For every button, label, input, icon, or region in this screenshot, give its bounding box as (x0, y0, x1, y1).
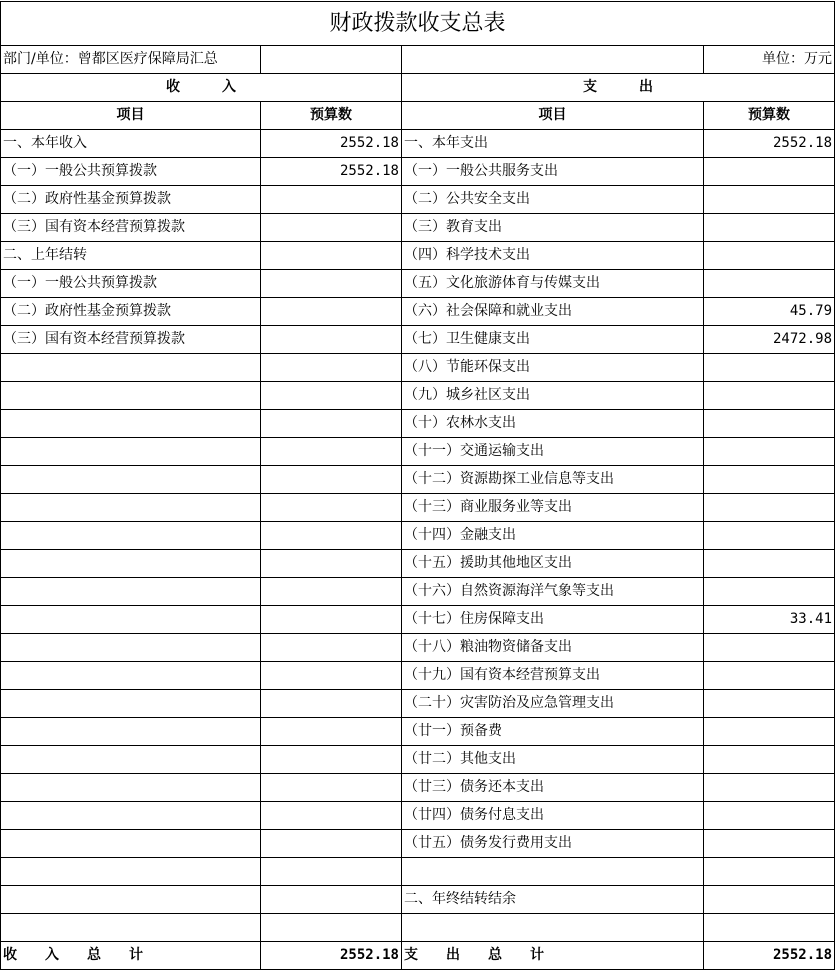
income-value-cell (261, 746, 402, 774)
expense-value-cell (704, 438, 835, 466)
table-row (1, 718, 835, 746)
expense-value-cell (704, 690, 835, 718)
income-value-cell (261, 298, 402, 326)
expense-item-cell: （廿一）预备费 (402, 718, 704, 746)
income-value-cell (261, 410, 402, 438)
expense-item-cell: （十二）资源勘探工业信息等支出 (402, 466, 704, 494)
expense-item-cell: （廿三）债务还本支出 (402, 774, 704, 802)
income-item-cell (1, 746, 261, 774)
expense-value-cell (704, 242, 835, 270)
table-row (1, 578, 835, 606)
income-item-cell: （二）政府性基金预算拨款 (1, 298, 261, 326)
expense-item-cell: （廿四）债务付息支出 (402, 802, 704, 830)
table-row (1, 550, 835, 578)
expense-item-cell: （十七）住房保障支出 (402, 606, 704, 634)
table-row (1, 186, 835, 214)
expense-value-cell (704, 494, 835, 522)
table-row (1, 746, 835, 774)
income-value-cell (261, 886, 402, 914)
meta-empty-cell (402, 46, 704, 74)
income-item-cell: 二、上年结转 (1, 242, 261, 270)
department-label: 部门/单位：曾都区医疗保障局汇总 (1, 46, 261, 74)
income-value-cell (261, 270, 402, 298)
expense-item-cell: （八）节能环保支出 (402, 354, 704, 382)
income-item-cell: （一）一般公共预算拨款 (1, 158, 261, 186)
expense-item-cell: （十四）金融支出 (402, 522, 704, 550)
expense-item-cell: （十三）商业服务业等支出 (402, 494, 704, 522)
table-row (1, 438, 835, 466)
income-item-cell (1, 690, 261, 718)
income-value-cell (261, 830, 402, 858)
income-value-cell: 2552.18 (261, 130, 402, 158)
expense-item-cell: 一、本年支出 (402, 130, 704, 158)
income-value-cell (261, 662, 402, 690)
table-row (1, 158, 835, 186)
income-item-cell (1, 578, 261, 606)
expense-value-cell (704, 830, 835, 858)
column-header-row (1, 102, 835, 130)
income-value-cell (261, 606, 402, 634)
income-item-cell (1, 550, 261, 578)
table-row (1, 326, 835, 354)
income-item-header: 项目 (1, 102, 261, 130)
expense-item-cell: （廿二）其他支出 (402, 746, 704, 774)
unit-label: 单位：万元 (704, 46, 835, 74)
expense-value-cell (704, 382, 835, 410)
income-value-cell (261, 578, 402, 606)
income-value-cell (261, 718, 402, 746)
expense-item-cell: （四）科学技术支出 (402, 242, 704, 270)
income-item-cell (1, 662, 261, 690)
income-item-cell (1, 914, 261, 942)
expense-value-cell (704, 718, 835, 746)
income-header: 收 入 (1, 74, 402, 102)
income-total-label: 收 入 总 计 (1, 942, 261, 970)
income-item-cell (1, 606, 261, 634)
budget-table (0, 1, 835, 970)
expense-value-cell (704, 914, 835, 942)
income-item-cell (1, 886, 261, 914)
income-item-cell (1, 438, 261, 466)
expense-item-cell (402, 914, 704, 942)
table-row (1, 914, 835, 942)
expense-item-cell: （二）公共安全支出 (402, 186, 704, 214)
table-row (1, 522, 835, 550)
table-row (1, 354, 835, 382)
expense-value-cell (704, 550, 835, 578)
expense-header: 支 出 (402, 74, 835, 102)
income-item-cell (1, 494, 261, 522)
expense-total-value: 2552.18 (704, 942, 835, 970)
income-value-cell (261, 914, 402, 942)
income-item-cell (1, 718, 261, 746)
income-value-cell (261, 438, 402, 466)
table-row (1, 382, 835, 410)
expense-item-cell (402, 858, 704, 886)
income-item-cell (1, 802, 261, 830)
expense-item-cell: （六）社会保障和就业支出 (402, 298, 704, 326)
expense-item-cell: （九）城乡社区支出 (402, 382, 704, 410)
expense-value-cell (704, 802, 835, 830)
expense-value-cell (704, 578, 835, 606)
table-row (1, 130, 835, 158)
income-value-cell (261, 634, 402, 662)
expense-item-cell: （十八）粮油物资储备支出 (402, 634, 704, 662)
expense-budget-header: 预算数 (704, 102, 835, 130)
table-row (1, 774, 835, 802)
expense-value-cell (704, 746, 835, 774)
expense-item-cell: （十五）援助其他地区支出 (402, 550, 704, 578)
expense-value-cell (704, 522, 835, 550)
expense-value-cell (704, 774, 835, 802)
income-value-cell (261, 550, 402, 578)
expense-item-cell: （十）农林水支出 (402, 410, 704, 438)
income-value-cell (261, 522, 402, 550)
table-row (1, 802, 835, 830)
expense-value-cell (704, 186, 835, 214)
income-total-value: 2552.18 (261, 942, 402, 970)
income-item-cell (1, 858, 261, 886)
expense-item-cell: （三）教育支出 (402, 214, 704, 242)
income-item-cell (1, 522, 261, 550)
table-row (1, 242, 835, 270)
title-row (1, 2, 835, 46)
table-row (1, 858, 835, 886)
expense-item-cell: （十一）交通运输支出 (402, 438, 704, 466)
expense-item-cell: （十六）自然资源海洋气象等支出 (402, 578, 704, 606)
income-item-cell: 一、本年收入 (1, 130, 261, 158)
income-value-cell (261, 382, 402, 410)
table-row (1, 606, 835, 634)
income-item-cell (1, 466, 261, 494)
table-row (1, 494, 835, 522)
table-row (1, 886, 835, 914)
income-budget-header: 预算数 (261, 102, 402, 130)
expense-item-cell: （廿五）债务发行费用支出 (402, 830, 704, 858)
expense-value-cell (704, 466, 835, 494)
income-item-cell (1, 382, 261, 410)
page-title: 财政拨款收支总表 (1, 2, 835, 46)
expense-item-cell: 二、年终结转结余 (402, 886, 704, 914)
income-item-cell: （三）国有资本经营预算拨款 (1, 214, 261, 242)
table-row (1, 662, 835, 690)
income-value-cell: 2552.18 (261, 158, 402, 186)
income-item-cell: （三）国有资本经营预算拨款 (1, 326, 261, 354)
income-item-cell (1, 354, 261, 382)
expense-item-cell: （十九）国有资本经营预算支出 (402, 662, 704, 690)
expense-value-cell: 33.41 (704, 606, 835, 634)
meta-row (1, 46, 835, 74)
expense-item-cell: （二十）灾害防治及应急管理支出 (402, 690, 704, 718)
meta-empty-cell (261, 46, 402, 74)
income-item-cell: （二）政府性基金预算拨款 (1, 186, 261, 214)
expense-value-cell (704, 858, 835, 886)
section-header-row (1, 74, 835, 102)
income-item-cell: （一）一般公共预算拨款 (1, 270, 261, 298)
expense-value-cell (704, 410, 835, 438)
expense-value-cell (704, 270, 835, 298)
expense-value-cell: 2472.98 (704, 326, 835, 354)
income-value-cell (261, 494, 402, 522)
income-item-cell (1, 634, 261, 662)
income-value-cell (261, 802, 402, 830)
expense-value-cell (704, 214, 835, 242)
income-value-cell (261, 690, 402, 718)
table-row (1, 466, 835, 494)
expense-item-header: 项目 (402, 102, 704, 130)
table-row (1, 410, 835, 438)
table-row (1, 270, 835, 298)
table-row (1, 830, 835, 858)
expense-value-cell (704, 354, 835, 382)
income-item-cell (1, 830, 261, 858)
income-item-cell (1, 410, 261, 438)
expense-total-label: 支 出 总 计 (402, 942, 704, 970)
expense-item-cell: （五）文化旅游体育与传媒支出 (402, 270, 704, 298)
expense-value-cell (704, 158, 835, 186)
table-row (1, 214, 835, 242)
income-value-cell (261, 466, 402, 494)
expense-value-cell: 2552.18 (704, 130, 835, 158)
income-item-cell (1, 774, 261, 802)
totals-row (1, 942, 835, 970)
expense-value-cell (704, 886, 835, 914)
table-row (1, 690, 835, 718)
income-value-cell (261, 326, 402, 354)
income-value-cell (261, 186, 402, 214)
expense-value-cell (704, 634, 835, 662)
expense-item-cell: （一）一般公共服务支出 (402, 158, 704, 186)
expense-value-cell: 45.79 (704, 298, 835, 326)
table-row (1, 634, 835, 662)
income-value-cell (261, 774, 402, 802)
expense-item-cell: （七）卫生健康支出 (402, 326, 704, 354)
income-value-cell (261, 242, 402, 270)
expense-value-cell (704, 662, 835, 690)
table-row (1, 298, 835, 326)
income-value-cell (261, 354, 402, 382)
income-value-cell (261, 858, 402, 886)
income-value-cell (261, 214, 402, 242)
